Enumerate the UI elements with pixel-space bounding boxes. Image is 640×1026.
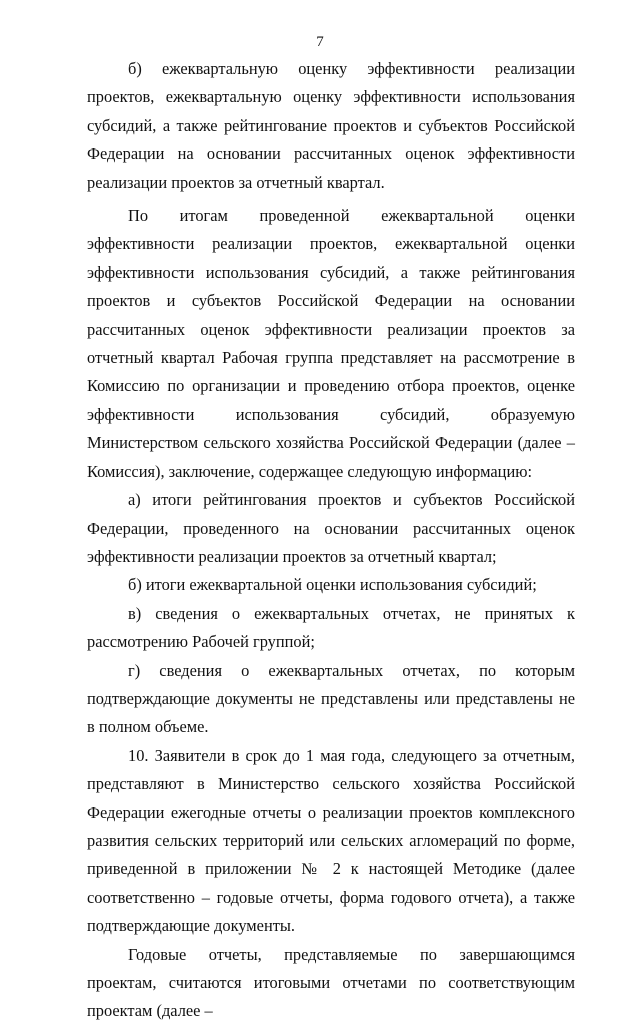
paragraph-a-rating-results: а) итоги рейтингования проектов и субъектов Российской Федерации, проведенного на основании рассчитанных оценок эффективности реализации проектов за отчетный квартал; <box>87 490 575 566</box>
paragraph-b-subsidy-results: б) итоги ежеквартальной оценки использования субсидий; <box>128 575 537 595</box>
paragraph-working-group-conclusion: По итогам проведенной ежеквартальной оценки эффективности реализации проектов, ежеквартальной оценки эффективности использования субсидий, а также рейтингования проектов и субъектов Российской Федерации на основании рассчитанных оценок эффективности реализации проектов за отчетный квартал Рабочая группа представляет на рассмотрение в Комиссию по организации и проведению отбора проектов, оценке эффективности использования субсидий, образуемую Министерством сельского хозяйства Российской Федерации (далее – Комиссия), заключение, содержащее следующую информацию: <box>87 206 575 481</box>
paragraph-v-rejected-reports: в) сведения о ежеквартальных отчетах, не принятых к рассмотрению Рабочей группой; <box>87 603 575 652</box>
paragraph-b-quarterly-evaluation: б) ежеквартальную оценку эффективности реализации проектов, ежеквартальную оценку эффективности использования субсидий, а также рейтингование проектов и субъектов Российской Федерации на основании рассчитанных оценок эффективности реализации проектов за отчетный квартал. <box>87 59 575 192</box>
paragraph-final-reports: Годовые отчеты, представляемые по завершающимся проектам, считаются итоговыми отчетами по соответствующим проектам (далее – <box>87 944 575 1021</box>
paragraph-10-annual-reports: 10. Заявители в срок до 1 мая года, следующего за отчетным, представляют в Министерство сельского хозяйства Российской Федерации ежегодные отчеты о реализации проектов комплексного развития сельских территорий или сельских агломераций по форме, приведенной в приложении № 2 к настоящей Методике (далее соответственно – годовые отчеты, форма годового отчета), а также подтверждающие документы. <box>87 745 575 936</box>
document-body <box>87 55 575 1026</box>
paragraph-g-missing-documents: г) сведения о ежеквартальных отчетах, по которым подтверждающие документы не представлены или представлены не в полном объеме. <box>87 660 575 737</box>
page-number: 7 <box>316 34 324 50</box>
